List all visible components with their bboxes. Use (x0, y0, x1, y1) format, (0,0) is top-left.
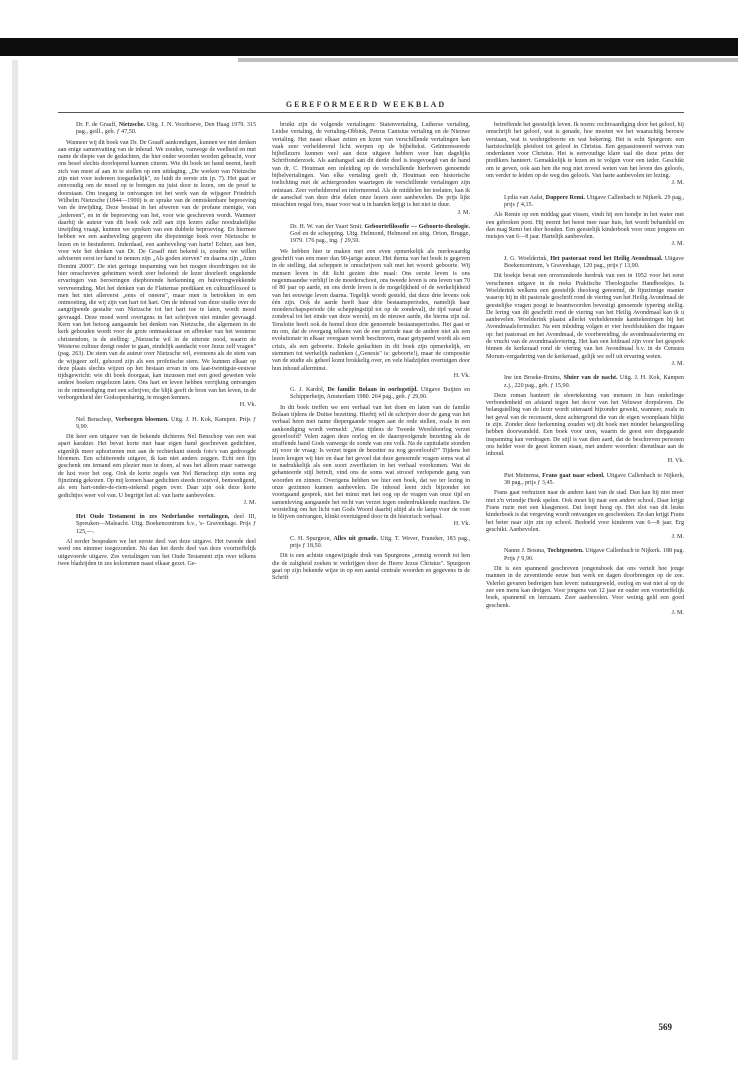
review-entry (486, 473, 684, 542)
review-signature: J. M. (671, 241, 684, 248)
magazine-page (48, 70, 684, 1050)
review-bibliography (486, 375, 684, 390)
review-author: Ine ten Broeke-Bruins, (504, 375, 562, 382)
header-rule (58, 112, 684, 113)
review-signature: H. Vk. (453, 521, 470, 528)
review-signature: J. M. (671, 180, 684, 187)
page-number: 569 (658, 1022, 672, 1032)
review-bibliography (486, 548, 684, 563)
review-body: Frans gaat verhuizen naar de andere kant van de stad. Dan kan hij niet meer met z'n vriendje Henk spelen. Ook moet hij naar een andere school. Daar krijgt Frans ruzie met een klasgenoot. Dat loopt hoog op. Het slot van dit leuke kinderboek is dat vergeving wordt ontvangen en geschonken. En dan krijgt Frans het beter naar zijn zin op school. Bedoeld voor kinderen van 6—8 jaar. Erg geschikt. Aanbevolen. (486, 490, 684, 533)
review-author: C. H. Spurgeon, (290, 535, 332, 542)
review-bibliography (58, 122, 256, 137)
review-body: bruikt zijn de volgende vertalingen: Statenvertaling, Lutherse vertaling, Leidse vertaling, de vertaling-Obbink, Petrus Canisius vertaling en de Nieuwe vertaling. Het naast elkaar zetten en lezen van verschillende vertalingen kan vaak zeer verhelderend licht werpen op de bijbeltekst. Geïnteresseerde bijbellezers kunnen veel aan deze uitgave hebben voor hun dagelijks Schriftonderzoek. Als aanhangsel aan dit derde deel is toegevoegd van de hand van dr. C. Houtman een inleiding op de verschillende hierboven genoemde bijbelvertalingen. Van elke vertaling geeft dr. Houtman een historische toelichting met de achtergronden waartegen de verschillende vertalingen zijn ontstaan. Zeer verhelderend en informerend. Als de middelen het toelaten, kan ik de aanschaf van deze drie delen onze lezers zeer aanbevelen. De prijs lijkt misschien nogal fors, maar voor wat u in handen krijgt is het niet te duur. (272, 122, 470, 209)
column-1 (58, 122, 256, 575)
review-bibliography (272, 224, 470, 246)
review-publication-details: Uitg. J. H. Kok, Kampen. Prijs ƒ 9,90. (76, 416, 257, 430)
review-body: Dit keer een uitgave van de bekende dichteres Nel Benschop van een wat apart karakter. Het bevat korte met haar eigen hand geschreven gedichten, eigenlijk meer aphorismen met aan de rechterkant steeds foto's van gedroogde bloemen. Een schitterende uitgave, ik kan niet anders zeggen. Echt een fijn geschenk om iemand een plezier mee te doen, al was het alleen maar vanwege de lust voor het oog. Ook de korte regels van Nel Benschop zijn soms erg fijnzinnig gekozen. Op mij komen haar gedichten steeds troostvol, bemoedigend, als een hart-onder-de-riem-stekend pogen over. Daar zijn ook deze korte gedichtjes weer vol van. U begrijpt het al: van harte aanbevolen. (58, 434, 256, 499)
review-title: Alles uit genade. (333, 535, 378, 542)
review-title: Nietzsche. (118, 122, 145, 128)
review-entry (58, 417, 256, 508)
column-2 (272, 122, 470, 590)
review-body: Als Remie op een middag gaat vissen, vindt hij een hondje in het water met een gebroken poot. Hij neemt het beest mee naar huis, het wordt behandeld en dan mag Remi het dier houden. Een geestelijk kinderboek voor onze jongens en meisjes van 6—8 jaar. Hartelijk aanbevolen. (486, 212, 684, 241)
review-publication-details: Uitgave Callenbach te Nijkerk. 188 pag. Prijs ƒ 9,90. (504, 548, 685, 562)
review-publication-details: Uitg. J. H. Kok, Kampen z.j., 220 pag., geb. ƒ 15,90. (504, 375, 684, 389)
review-entry (272, 536, 470, 583)
running-head: GEREFORMEERD WEEKBLAD (285, 100, 447, 109)
review-body: Wanneer wij dit boek van Dr. De Graaff aankondigen, kunnen we niet denken aan enige samenvatting van de inhoud. We zouden, vanwege de veelheid en met name de diepte van de gedachten, die hier onder woorden worden gebracht, voor ons besef slechts doorlopend kunnen citeren. Wie dit boek ter hand neemt, heeft zich van meet af aan in te stellen op een uitdaging. „De werken van Nietzsche zijn niet voor iedereen toegankelijk", zo luidt de eerste zin (p. 7). Het gaat er eenvoudig om de moed op te brengen nu juist door te lezen, om de proef te doorstaan. Om toegang te ontvangen tot het werk van de wijsgeer Friedrich Wilhelm Nietzsche (1844—1900) is er sprake van de onmiskenbare beproeving van de inwijding. Deze bestaat in het afweren van de profane menigte, van „iedereen", en in de beproeving van het, voor wie geschreven wordt. Wanneer daarbij de auteur van dit boek ook zelf aan zijn lezers zulke noodzakelijke inwijding vraagt, kunnen we spreken van een dubbele beproeving. En hiermee hebben we een aanbeveling gegeven die diepzinnige boek over Nietzsche te lezen en te bestuderen. Inderdaad, een aanbeveling van harte! Echter, aan hen, voor wie het denken van Dr. De Graaff niet bekend is, zouden we willen adviseren eerst ter hand te nemen zijn „Als goden sterven" en daarna zijn „Anno Domini 2000". De niet geringe inspanning van het mogen doordringen tot de hier omschreven geheimen wordt zeer beloond: de lezer doorleeft ongekende ervaringen van beroeringen diepborende herkenning en huiveringwekkende vervreemding. Met het denken van de Flattemse predikant en cultuurfilosoof is men het niet allereerst „eens of oneens", maar men is betrokken in een ontmoeting, die wij zijn van hart tot hart. Om de inhoud van deze studie over de aangrijpende gestalte van Nietzsche tot het hart toe te laten, wordt moed gevraagd. Deze moed werd overigens in het schrijven niet minder gevraagd. Kern van het betoog aangaande het denken van Nietzsche, die algemeen in de kerk gehouden wordt voor de grote ontmaskeraar en afbreker van het westerse christendom, is de stelling: „Nietzsche wil in de uiterste nood, waarin de Westerse cultuur dreigt onder te gaan, eindelijk aandacht voor Jezus zelf vragen" (pag. 263). De stem van de auteur over Nietzsche wil, eveneens als de stem van de wijsgeer zelf, gehoord zijn als een profetische stem. We kunnen elkaar op deze plaats slechts wijzen op het bestaan ervan in ons laat-twintigste-eeuwse tijdsgewricht: wie dit boek doorgaat, kan inzussen met een goed geweten vele andere boeken ongelezen laten. Ons hart en leven hebben verrijking ontvangen in de ontmoediging met een schrijver, die blijk geeft de bron van het leven, in de verborgenheid der Godsopenbaring, te mogen kennen. (58, 139, 256, 401)
review-signature: J. M. (243, 499, 256, 506)
review-signature: H. Vk. (239, 402, 256, 409)
review-title: Het Oude Testament in zes Nederlandse vertalingen, (76, 514, 230, 521)
review-author: J. G. Woelderink, (504, 255, 548, 262)
review-publication-details: Uitg. J. N. Voorhoeve, Den Haag 1979. 315 pag., geill., geb. ƒ 47,50. (76, 122, 256, 136)
review-title: Geboortefilosofie — Geboorte-theologie. (364, 223, 470, 230)
review-entry (272, 122, 470, 217)
review-publication-details: God en de schepping. Uitg. Helmond, Helmond en uitg. Orion, Brugge, 1979. 176 pag., ing. ƒ 29,50. (290, 231, 470, 245)
review-signature: J. M. (671, 609, 684, 616)
review-title: Frans gaat naar school. (542, 472, 605, 479)
review-author: Lydia van Aalst, (504, 194, 545, 201)
review-author: Nel Benschop, (76, 416, 113, 423)
review-entry (486, 256, 684, 368)
review-bibliography (272, 387, 470, 402)
column-3 (486, 122, 684, 624)
review-author: Dr. H. W. van der Vaart Smit. (290, 223, 363, 230)
review-author: G. J. Kardol, (290, 387, 325, 394)
review-title: De familie Bolaan in oorlogstijd. (327, 387, 418, 394)
review-publication-details: Uitgave Callenbach te Nijkerk. 29 pag., prijs ƒ 4,15. (504, 194, 685, 208)
review-author: Nanne J. Bosma, (504, 548, 546, 555)
review-signature: J. M. (671, 534, 684, 541)
review-author: Dr. F. de Graaff, (76, 122, 117, 128)
review-entry (58, 122, 256, 410)
review-entry (486, 122, 684, 188)
review-body: Dit is een achtste ongewijzigde druk van Spurgeons „ernstig woordt tot hen die de zaligheid zoeken te verkrijgen door de Heere Jezus Christus". Spurgeon gaat op zijn bekende wijze in op een aantal centrale woorden en gegevens in de Schrift (272, 553, 470, 582)
review-entry (272, 387, 470, 529)
review-publication-details: Uitgave Callenbach te Nijkerk, 38 pag., prijs ƒ 3,45. (504, 472, 685, 487)
review-entry (272, 224, 470, 380)
review-author: Piet Meinema, (504, 472, 541, 479)
review-body: Al eerder bespraken we het eerste deel van deze uitgave. Het tweede deel werd ons nimmer toegezonden. Nu dan het derde deel van deze voortreffelijk uitgevoerde uitgave. Zes vertalingen van het Oude Testament zijn over telkens twee bladzijden in zes kolommen naast elkaar gezet. Ge- (58, 539, 256, 567)
scan-left-edge (12, 60, 18, 1060)
review-entry (58, 514, 256, 568)
scan-top-border (0, 38, 738, 56)
review-bibliography (486, 473, 684, 488)
review-signature: J. M. (457, 209, 470, 216)
review-publication-details: Uitg. T. Wever, Franeker, 183 pag., prijs ƒ 18,50. (290, 535, 470, 550)
review-entry (486, 375, 684, 466)
review-bibliography (58, 417, 256, 432)
review-title: Verborgen bloemen. (115, 416, 169, 423)
review-bibliography (58, 514, 256, 536)
review-body: Dit is een spannend geschreven jongensboek dat ons vertelt hoe jonge mannen in de zeventiende eeuw hun werk en dagen doorbrengen op de zee. Velerlei gevaren bedreigen hun leven: natuurgeweld, oorlog en wat niet al op de zee een mens kan dreigen. Voor jongens van 12 jaar en ouder een voortreffelijk boek, spannend en leerzaam. Zeer aanbevolen. Voor weinig geld een goed geschenk. (486, 566, 684, 609)
review-body: Dit boekje bevat een onveranderde herdruk van een in 1952 voor het eerst verschenen uitgave in de reeks Praktische Theologische Handboekjes. Is Woelderink welkens een geestelijk theoloog genoemd, de fijnzinnige manier waarop hij in dit pastorale geschrift rond de viering van het Heilig Avondmaal de geestelijke vragen poogt te beantwoorden bevestigt genoemde typering stellig. De lering van dit geschrift rond de viering van het Heilig Avondmaal kan ik u aanbevelen. Woelderink plaatst allerlei verhelderende kanttekeningen bij het Avondmaalsformulier. Na een inleiding volgen er vier hoofdstukken die ingaan op: het pastoraat en het Avondmaal, de voorbereiding, de avondmaalsviering en de vrucht van de avondmaalsviering. Het kan een leidraad zijn voor het gesprek binnen de kerkeraad rond de viering van het Avondmaal b.v. in de Censura Morum-vergadering van de kerkeraad, gelijk we zelf uit ervaring weten. (486, 273, 684, 360)
review-bibliography (486, 195, 684, 210)
review-signature: H. Vk. (667, 458, 684, 465)
review-entry (486, 548, 684, 617)
review-body: Deze roman hanteert de sfeertekening van mensen in hun onderlinge verbondenheid en afstand tegen het decor van het Veluwse dorpsleven. De belangstelling van de lezer wordt uiteraard bijzonder gewekt, wanneer, zoals in het geval van de recensent, deze achtergrond die van de eigen woonplaats blijkt te zijn. Zonder deze herkenning zouden wij dit boek met minder belangstelling hebben doorwandeld. Een boek voor uren, waarin de geest een diepgaande inspanning kan verdragen. De stijl is van dien aard, dat de beschreven personen ons helder voor de geest komen staan, met andere woorden: dienstbaar aan de inhoud. (486, 392, 684, 458)
scan-shadow (238, 58, 738, 62)
review-body: In dit boek treffen we een verhaal van het doen en laten van de familie Bolaan tijdens de Duitse bezetting. Hierbij wil de schrijver door de gang van het verhaal heen met name diepergaande vragen aan de orde stellen, zoals in een aankondiging wordt vermeld: „Was tijdens de Tweede Wereldoorlog verzet geoorloofd? Velen zagen deze oorlog en de daaropvolgende bezetting als de straffende hand Gods vanwege de zonde van ons volk. Na de capitulatie stonden zij voor de vraag: Is verzet tegen de bezetter nu nog geoorloofd?" Tijdens het lezen kregen wij hier en daar het gevoel dat deze genoemde vragen soms wat al te nadrukkelijk als een soort zwerfkeien in het verhaal voorkomen. Wat de gehanteerde stijl betreft, vind ons de soms wat strooef verlopende gang van woorden en zinnen. Overigens hebben we hier een boek, dat we ter lezing in onze gezinnen kunnen aanbevelen. De inhoud leent zich bijzonder tot voortgaand gesprek, niet het minst met het oog op de vragen van onze tijd en samenleving aangaande het recht van verzet tegen onderdrukkende machten. De worsteling om het licht van Gods Woord daarbij altijd als de lamp voor de voet te blijven ontvangen, klinkt overtuigend door in dit historisch verhaal. (272, 404, 470, 521)
review-title: Het pastoraat rond het Heilig Avondmaal. (550, 255, 663, 262)
review-title: Dappere Remi. (545, 194, 585, 201)
review-publication-details: deel III, Spreuken—Maleachi. Uitg. Boekencentrum b.v., 's- Gravenhage. Prijs ƒ 125,—. (76, 514, 256, 535)
review-signature: J. M. (671, 360, 684, 367)
review-bibliography (486, 256, 684, 271)
review-body: We hebben hier te maken met een even opmerkelijk als merkwaardig geschrift van een meer dan 90-jarige auteur. Het thema van het boek is gegeven in de stelling, dat scheppen te omschrijven valt met het woord: geboorte. Wij mensen leven in dit licht gezien drie maal: Ons eerste leven is ons negenmaandse verblijf in de moederschoot, ons tweede leven is ons leven van 70 of 80 jaar op aarde, en ons derde leven is de mogelijkheid of de werkelijkheid van het eeuwige leven daarna. Tegelijk wordt gesteld, dat deze drie levens ook één zijn. Ook de aarde heeft haar drie bestaansperiodes, namelijk haar moederschapsperiode (de scheppingstijd tot op de zondeval), de tijd vanaf de zondeval tot het einde van deze wereld, en de nieuwe aarde, die hierna zijn zal. Tenslotte heeft ook de hemel deze drie genoemde bestaansperiodes. Het gaat er nu om, dat de overgang telkens van de ene periode naar de andere niet als een evolutionair in elkaar overgaan wordt beschreven, maar getypeerd wordt als een crisis, als een geboorte. Enkele gedachten in dit boek zijn opmerkelijk, en stemmen tot werkelijk nadenken („Genesis" is: geboorte!), maar de compositie van de studie als geheel komt brokkelig over, en vele bladzijden overtuigen door hun inhoud allerminst. (272, 248, 470, 372)
review-publication-details: Uitgave Boekencentrum, 's Gravenhage, 120 pag., prijs ƒ 13,90. (504, 255, 684, 270)
review-body: betreffende het geestelijk leven. Ik noem: rechtvaardiging door het geloof, hij omschrijft het geloof, wat is genade, hoe moeten we het waarachtig berouw verstaan, wat is wedergeboorte en wat bekering. Het is echt Spurgeon: een hartstochtelijk pleidooi tot geloof in Christus. Een gepassioneerd werven van onderdanen voor Christus. Het is eenvoudige klare taal die deze prins der predikers hanteert. Gemakkelijk te lezen en te volgen voor een ieder. Geschikt om te geven, ook aan hen die nog niet zoveel weten van het leven des geloofs, om verder te leiden op de weg des geloofs. Van harte aanbevolen ter lezing. (486, 122, 684, 180)
review-title: Tochtgenoten. (547, 548, 584, 555)
review-publication-details: Uitgave Buijten en Schipperheijn, Amsterdam 1980. 264 pag., geb. ƒ 29,90. (290, 387, 470, 401)
review-entry (486, 195, 684, 249)
review-bibliography (272, 536, 470, 551)
review-signature: H. Vk. (453, 372, 470, 379)
review-title: Sluier van de nacht. (563, 375, 618, 382)
